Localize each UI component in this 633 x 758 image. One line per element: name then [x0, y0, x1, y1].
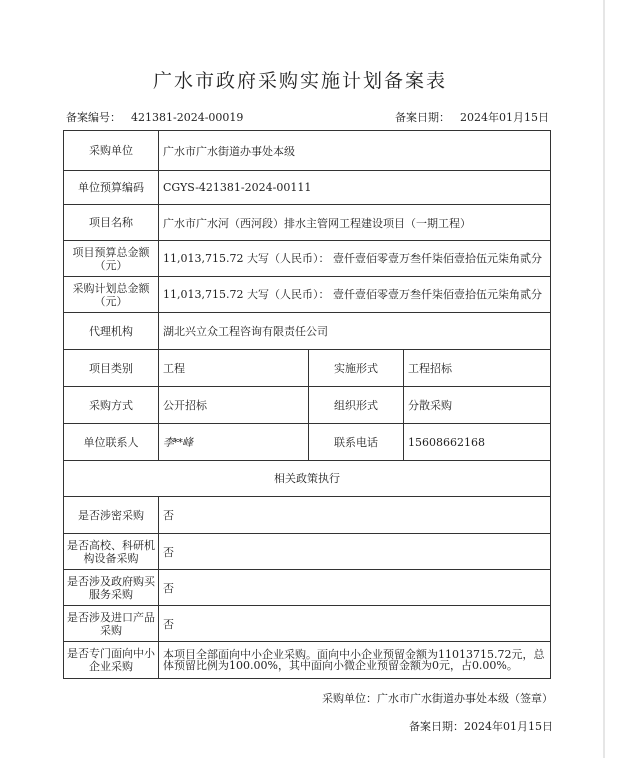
contact-value: 李**峰: [159, 424, 309, 461]
plan-total-value: 11,013,715.72 大写（人民币）： 壹仟壹佰零壹万叁仟柒佰壹拾伍元柒角贰分: [159, 277, 551, 313]
method-value: 公开招标: [159, 387, 309, 424]
impl-form-label: 实施形式: [309, 350, 404, 387]
agency-value: 湖北兴立众工程咨询有限责任公司: [159, 313, 551, 350]
secret-value: 否: [159, 497, 551, 534]
category-value: 工程: [159, 350, 309, 387]
record-number: [66, 109, 243, 125]
record-form-table: [63, 130, 551, 679]
record-number-value: 421381-2024-00019: [131, 111, 244, 124]
table-row: [64, 642, 551, 679]
university-label: 是否高校、科研机构设备采购: [64, 534, 159, 570]
university-value: 否: [159, 534, 551, 570]
project-name-value: 广水市广水河（西河段）排水主管网工程建设项目（一期工程）: [159, 205, 551, 241]
budget-total-label: 项目预算总金额（元）: [64, 241, 159, 277]
signature-line: 采购单位：广水市广水街道办事处本级（签章）: [322, 692, 553, 705]
table-row: [64, 497, 551, 534]
table-row: [64, 387, 551, 424]
table-row: [64, 606, 551, 642]
record-number-label: 备案编号：: [66, 111, 121, 124]
table-row: [64, 534, 551, 570]
gov-service-label: 是否涉及政府购买服务采购: [64, 570, 159, 606]
sme-label: 是否专门面向中小企业采购: [64, 642, 159, 679]
impl-form-value: 工程招标: [404, 350, 551, 387]
table-row: [64, 424, 551, 461]
table-row: [64, 171, 551, 205]
footer-date: 备案日期：2024年01月15日: [409, 720, 553, 733]
table-row: [64, 277, 551, 313]
phone-value: 15608662168: [404, 424, 551, 461]
method-label: 采购方式: [64, 387, 159, 424]
record-date: [395, 109, 549, 125]
table-row: [64, 461, 551, 497]
project-name-label: 项目名称: [64, 205, 159, 241]
document-title: 广水市政府采购实施计划备案表: [152, 70, 447, 92]
budget-code-value: CGYS-421381-2024-00111: [159, 171, 551, 205]
table-row: [64, 350, 551, 387]
budget-code-label: 单位预算编码: [64, 171, 159, 205]
table-row: [64, 570, 551, 606]
gov-service-value: 否: [159, 570, 551, 606]
plan-total-label: 采购计划总金额（元）: [64, 277, 159, 313]
record-date-label: 备案日期：: [395, 111, 450, 124]
import-label: 是否涉及进口产品采购: [64, 606, 159, 642]
agency-label: 代理机构: [64, 313, 159, 350]
secret-label: 是否涉密采购: [64, 497, 159, 534]
table-row: [64, 313, 551, 350]
phone-label: 联系电话: [309, 424, 404, 461]
org-form-label: 组织形式: [309, 387, 404, 424]
policy-section-header: 相关政策执行: [64, 461, 551, 497]
sme-value: 本项目全部面向中小企业采购。面向中小企业预留金额为11013715.72元，总体预留比例为100.00%，其中面向小微企业预留金额为0元，占0.00%。: [159, 642, 551, 679]
table-row: [64, 241, 551, 277]
purchaser-label: 采购单位: [64, 131, 159, 171]
contact-label: 单位联系人: [64, 424, 159, 461]
purchaser-value: 广水市广水街道办事处本级: [159, 131, 551, 171]
budget-total-value: 11,013,715.72 大写（人民币）： 壹仟壹佰零壹万叁仟柒佰壹拾伍元柒角贰分: [159, 241, 551, 277]
record-date-value: 2024年01月15日: [460, 111, 549, 124]
table-row: [64, 205, 551, 241]
import-value: 否: [159, 606, 551, 642]
category-label: 项目类别: [64, 350, 159, 387]
table-row: [64, 131, 551, 171]
page-edge-shadow: [603, 0, 605, 758]
org-form-value: 分散采购: [404, 387, 551, 424]
